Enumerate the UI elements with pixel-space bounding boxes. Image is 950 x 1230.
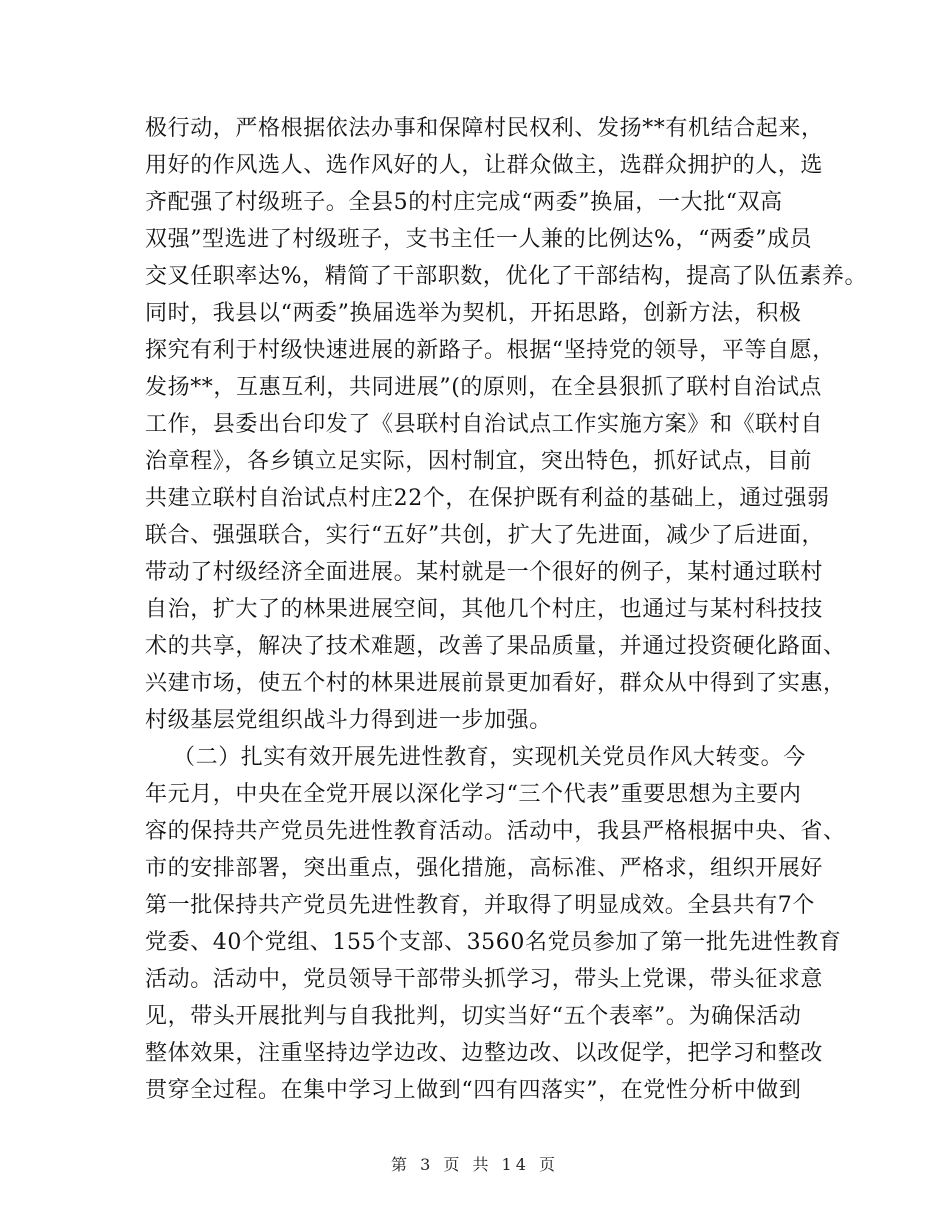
- text-line: 探究有利于村级快速进展的新路子。根据“坚持党的领导，平等自愿，: [145, 338, 835, 363]
- text-line: 用好的作风选人、选作风好的人，让群众做主，选群众拥护的人，选: [145, 153, 824, 178]
- text-line: 同时，我县以“两委”换届选举为契机，开拓思路，创新方法，积极: [145, 301, 802, 326]
- text-line: 活动。活动中，党员领导干部带头抓学习，带头上党课，带头征求意: [145, 967, 824, 992]
- text-line: 联合、强强联合，实行“五好”共创，扩大了先进面，减少了后进面，: [145, 523, 825, 548]
- text-line: 兴建市场，使五个村的林果进展前景更加看好，群众从中得到了实惠，: [145, 671, 846, 696]
- text-line: 极行动，严格根据依法办事和保障村民权利、发扬**有机结合起来，: [145, 116, 824, 141]
- text-line: 贯穿全过程。在集中学习上做到“四有四落实”，在党性分析中做到: [145, 1078, 802, 1103]
- section-heading-line: （二）扎实有效开展先进性教育，实现机关党员作风大转变。今: [173, 745, 806, 770]
- text-line: 发扬**，互惠互利，共同进展”(的原则，在全县狠抓了联村自治试点: [145, 375, 823, 400]
- text-line: 工作，县委出台印发了《县联村自治试点工作实施方案》和《联村自: [145, 412, 824, 437]
- text-line: 齐配强了村级班子。全县5的村庄完成“两委”换届，一大批“双高: [145, 190, 783, 215]
- text-line: 党委、40个党组、155个支部、3560名党员参加了第一批先进性教育: [145, 930, 842, 955]
- text-line: 市的安排部署，突出重点，强化措施，高标准、严格求，组织开展好: [145, 856, 824, 881]
- text-line: 容的保持共产党员先进性教育活动。活动中，我县严格根据中央、省、: [145, 819, 846, 844]
- body-text: [145, 110, 868, 1109]
- text-line: 共建立联村自治试点村庄22个，在保护既有利益的基础上，通过强弱: [145, 486, 830, 511]
- text-line: 整体效果，注重坚持边学边改、边整边改、以改促学，把学习和整改: [145, 1041, 824, 1066]
- text-line: 带动了村级经济全面进展。某村就是一个很好的例子，某村通过联村: [145, 560, 824, 585]
- page-number: 第 3 页 共 14 页: [391, 1155, 559, 1174]
- text-line: 交叉任职率达%，精简了干部职数，优化了干部结构，提高了队伍素养。: [145, 264, 868, 289]
- text-line: 见，带头开展批判与自我批判，切实当好“五个表率”。为确保活动: [145, 1004, 802, 1029]
- text-line: 年元月，中央在全党开展以深化学习“三个代表”重要思想为主要内: [145, 782, 802, 807]
- text-line: 村级基层党组织战斗力得到进一步加强。: [145, 708, 552, 733]
- text-line: 第一批保持共产党员先进性教育，并取得了明显成效。全县共有7个: [145, 893, 815, 918]
- text-line: 双强”型选进了村级班子，支书主任一人兼的比例达%，“两委”成员: [145, 227, 813, 252]
- text-line: 治章程》，各乡镇立足实际，因村制宜，突出特色，抓好试点，目前: [145, 449, 813, 474]
- text-line: 自治，扩大了的林果进展空间，其他几个村庄，也通过与某村科技技: [145, 597, 824, 622]
- text-line: 术的共享，解决了技术难题，改善了果品质量，并通过投资硬化路面、: [145, 634, 846, 659]
